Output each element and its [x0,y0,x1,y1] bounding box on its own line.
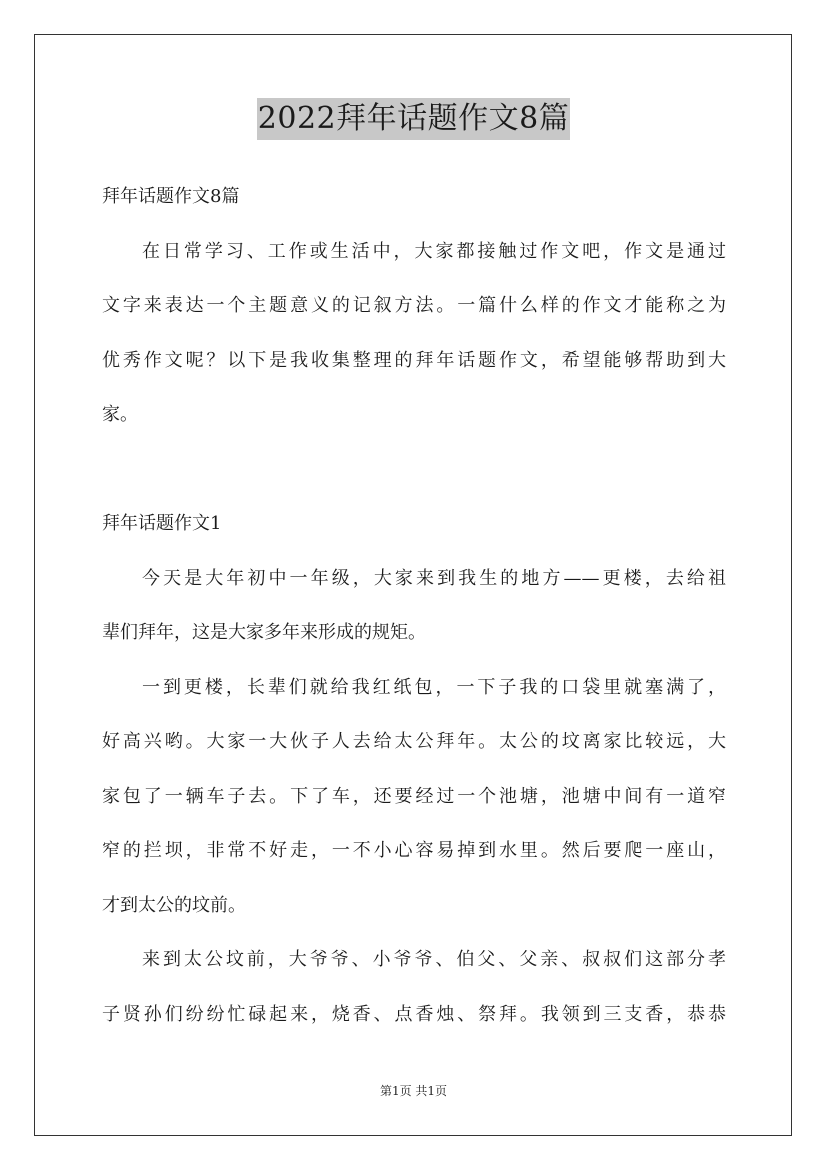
para3-line-1: 来到太公坟前，大爷爷、小爷爷、伯父、父亲、叔叔们这部分孝 [142,949,726,970]
para2-line-2: 好高兴哟。大家一大伙子人去给太公拜年。太公的坟离家比较远，大 [102,731,726,752]
document-title: 2022拜年话题作文8篇 [257,98,570,140]
para3-line-2: 子贤孙们纷纷忙碌起来，烧香、点香烛、祭拜。我领到三支香，恭恭 [102,1003,726,1025]
title-container [0,98,827,140]
page-footer: 第1页 共1页 [379,1084,448,1098]
intro-paragraph [102,225,726,443]
para1-line-1: 今天是大年初中一年级，大家来到我生的地方——更楼，去给祖 [142,567,726,589]
para1-line-2: 辈们拜年，这是大家多年来形成的规矩。 [102,622,426,643]
para2-line-4: 窄的拦坝，非常不好走，一不小心容易掉到水里。然后要爬一座山， [102,840,726,861]
intro-line-4: 家。 [102,404,138,425]
intro-line-1: 在日常学习、工作或生活中，大家都接触过作文吧，作文是通过 [142,240,726,262]
para2-line-5: 才到太公的坟前。 [102,894,246,916]
intro-line-3: 优秀作文呢？以下是我收集整理的拜年话题作文，希望能够帮助到大 [102,349,726,371]
document-body [102,170,726,1042]
para2-line-1: 一到更楼，长辈们就给我红纸包，一下子我的口袋里就塞满了， [142,676,726,698]
paragraph-3 [102,933,726,1042]
paragraph-2 [102,661,726,934]
subtitle: 拜年话题作文8篇 [102,186,240,207]
intro-line-2: 文字来表达一个主题意义的记叙方法。一篇什么样的作文才能称之为 [102,295,726,316]
paragraph-1 [102,552,726,661]
section-heading: 拜年话题作文1 [102,513,222,534]
para2-line-3: 家包了一辆车子去。下了车，还要经过一个池塘，池塘中间有一道窄 [102,785,726,807]
blank-line [102,443,726,498]
